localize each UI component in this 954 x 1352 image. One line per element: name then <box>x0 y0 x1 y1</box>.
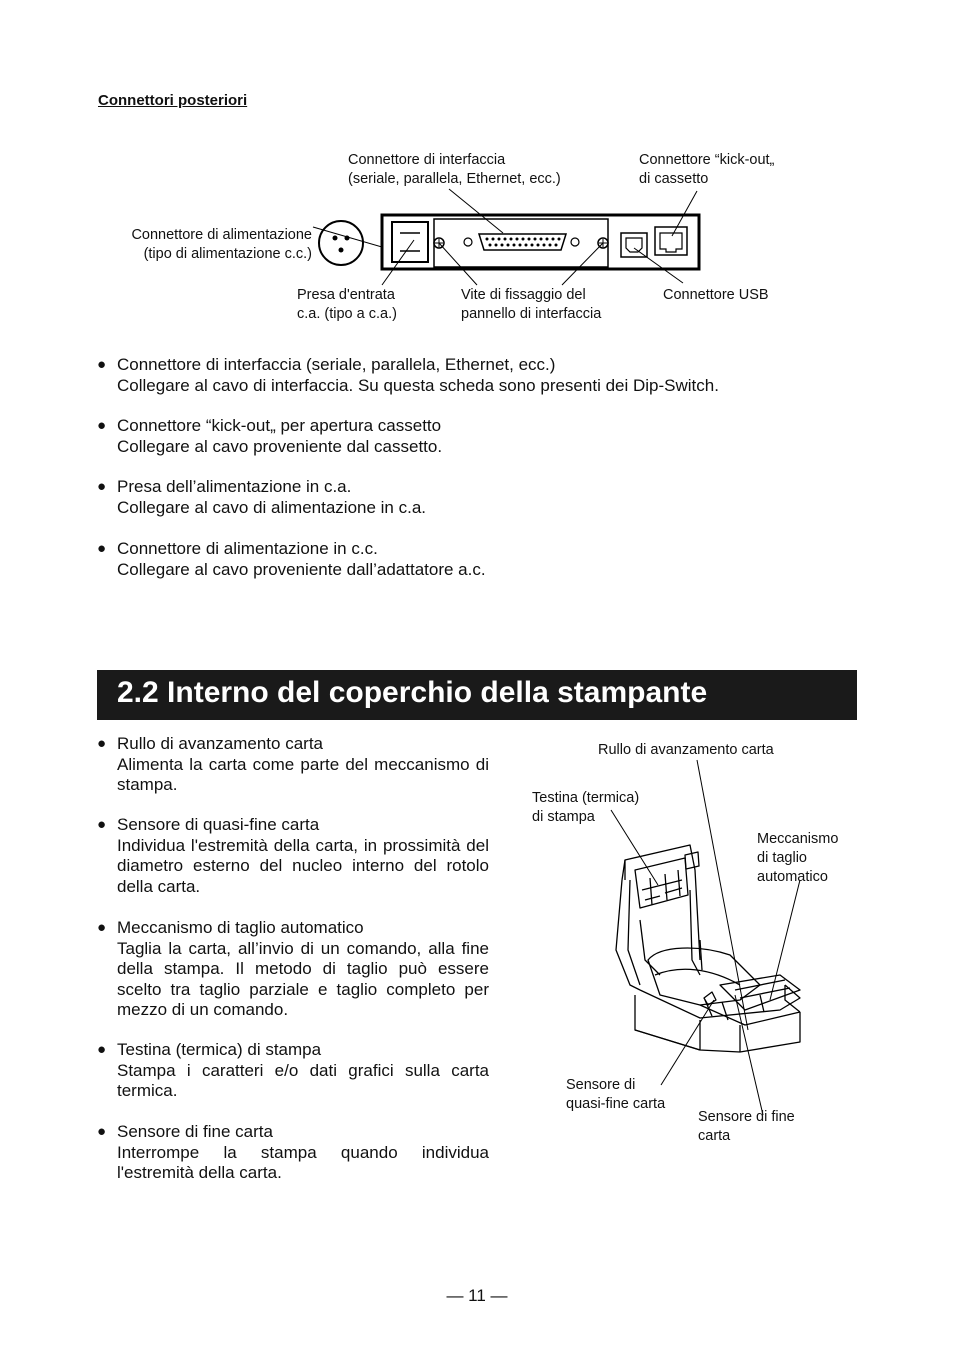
item-title: Rullo di avanzamento carta <box>117 734 324 753</box>
label-feed-roller: Rullo di avanzamento carta <box>598 742 774 758</box>
bullet-icon: ● <box>97 478 107 495</box>
label-near-end-sensor: Sensore di quasi-fine carta <box>566 1077 666 1112</box>
item-description: Collegare al cavo proveniente dall’adattatore a.c. <box>117 559 486 579</box>
label-cutter: Meccanismo di taglio automatico <box>757 831 839 885</box>
item-description: Taglia la carta, all’invio di un comando, alla fine della stampa. Il metodo di taglio può essere scelto tra taglio parziale e taglio completo per mezzo di un comando. <box>117 938 489 1019</box>
item-description: Stampa i caratteri e/o dati grafici sulla carta termica. <box>117 1060 489 1100</box>
item-title: Sensore di fine carta <box>117 1122 273 1141</box>
bullet-icon: ● <box>97 417 107 434</box>
item-title: Connettore di interfaccia (seriale, parallela, Ethernet, ecc.) <box>117 355 556 374</box>
item-title: Testina (termica) di stampa <box>117 1040 322 1059</box>
rear-connectors-heading: Connettori posteriori <box>98 92 248 109</box>
label-kickout-connector: Connettore “kick-out„ di cassetto <box>639 152 775 187</box>
item-title: Sensore di quasi-fine carta <box>117 815 320 834</box>
label-end-sensor: Sensore di fine carta <box>698 1109 795 1144</box>
item-title: Meccanismo di taglio automatico <box>117 918 364 937</box>
item-description: Individua l'estremità della carta, in prossimità del diametro esterno del nucleo interno del rotolo della carta. <box>117 835 489 896</box>
label-dc-connector: Connettore di alimentazione (tipo di alimentazione c.c.) <box>131 227 312 262</box>
bullet-icon: ● <box>97 1041 107 1058</box>
item-title: Connettore “kick-out„ per apertura cassetto <box>117 416 442 435</box>
label-usb-connector: Connettore USB <box>663 287 769 303</box>
item-description: Alimenta la carta come parte del meccanismo di stampa. <box>117 754 489 794</box>
bullet-icon: ● <box>97 356 107 373</box>
bullet-icon: ● <box>97 1123 107 1140</box>
label-panel-screw: Vite di fissaggio del pannello di interfaccia <box>461 287 602 322</box>
item-description: Collegare al cavo proveniente dal cassetto. <box>117 436 443 456</box>
label-print-head: Testina (termica) di stampa <box>532 790 640 825</box>
bullet-icon: ● <box>97 540 107 557</box>
item-description: Interrompe la stampa quando individua l'estremità della carta. <box>117 1142 489 1182</box>
item-description: Collegare al cavo di interfaccia. Su questa scheda sono presenti dei Dip-Switch. <box>117 375 719 395</box>
item-title: Connettore di alimentazione in c.c. <box>117 539 378 558</box>
item-description: Collegare al cavo di alimentazione in c.a. <box>117 497 427 517</box>
section-title: 2.2 Interno del coperchio della stampante <box>117 676 708 709</box>
page-number: — 11 — <box>446 1286 508 1305</box>
bullet-icon: ● <box>97 919 107 936</box>
bullet-icon: ● <box>97 816 107 833</box>
label-ac-inlet: Presa d'entrata c.a. (tipo a c.a.) <box>297 287 397 322</box>
bullet-icon: ● <box>97 735 107 752</box>
label-interface-connector: Connettore di interfaccia (seriale, parallela, Ethernet, ecc.) <box>348 152 561 187</box>
item-title: Presa dell’alimentazione in c.a. <box>117 477 352 496</box>
